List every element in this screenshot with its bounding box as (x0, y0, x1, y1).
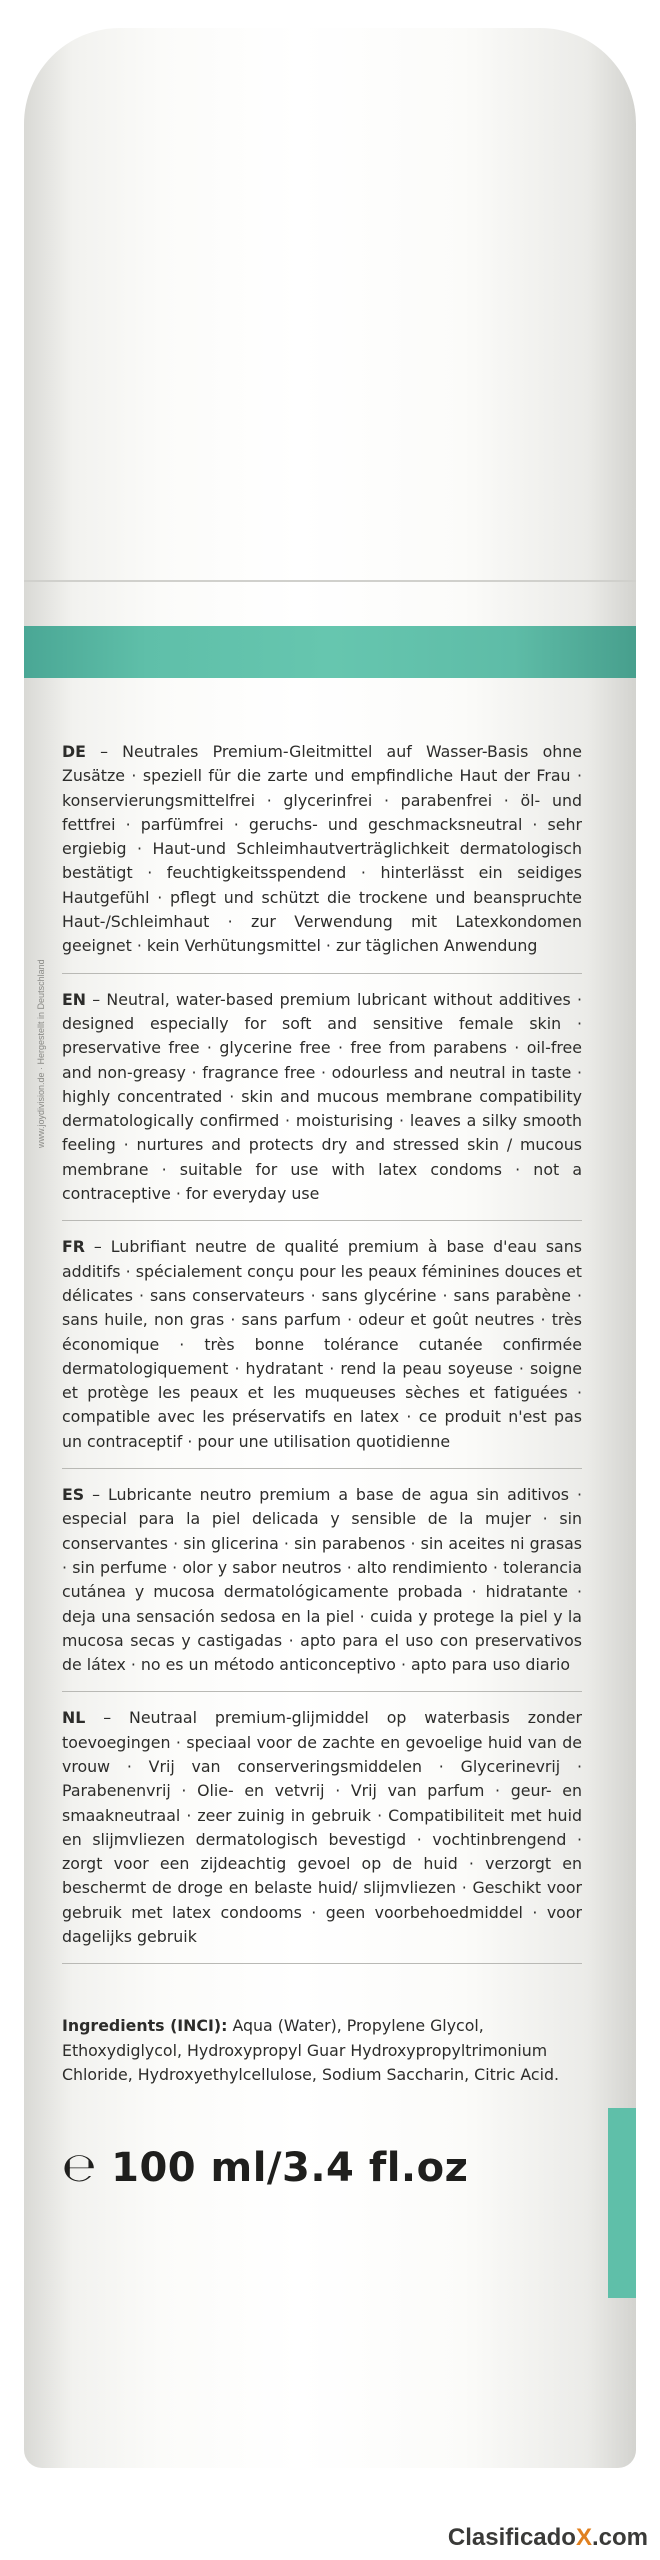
section-en: EN – Neutral, water-based premium lubricant without additives · designed especially for soft and sensitive female skin · preservative free · glycerine free · free from parabens · oil-free and non-greasy · fragrance free · odourless and neutral in taste · highly concentrated · skin and mucous membrane compatibility dermatologically confirmed · moisturising · leaves a silky smooth feeling · nurtures and protects dry and stressed skin / mucous membrane · suitable for use with latex condoms · not a contraceptive · for everyday use (62, 989, 582, 1204)
divider (62, 1220, 582, 1221)
ingredients-text: Aqua (Water), Propylene Glycol, Ethoxydiglycol, Hydroxypropyl Guar Hydroxypropyltrimonium Chloride, Hydroxyethylcellulose, Sodium Saccharin, Citric Acid. (62, 2016, 560, 2084)
volume-label: ℮ 100 ml/3.4 fl.oz (62, 2145, 469, 2192)
divider (62, 1691, 582, 1692)
section-text: Lubrifiant neutre de qualité premium à base d'eau sans additifs · spécialement conçu pour les peaux féminines douces et délicates · sans conservateurs · sans glycérine · sans parabène · sans huile, non gras · sans parfum · odeur et goût neutres · très économique · très bonne tolérance cutanée confirmée dermatologiquement · hydratant · rend la peau soyeuse · soigne et protège les peaux et les muqueuses sèches et fatiguées · compatible avec les préservatifs en latex · ce produit n'est pas un contraceptif · pour une utilisation quotidienne (62, 1237, 582, 1451)
language-code: DE (62, 742, 86, 761)
section-es: ES – Lubricante neutro premium a base de agua sin aditivos · especial para la piel delicada y sensible de la mujer · sin conservantes · sin glicerina · sin parabenos · sin aceites ni grasas · sin perfume · olor y sabor neutros · alto rendimiento · tolerancia cutánea y mucosa dermatológicamente probada · hidratante · deja una sensación sedosa en la piel · cuida y protege la piel y la mucosa secas y castigadas · apto para el uso con preservativos de látex · no es un método anticonceptivo · apto para uso diario (62, 1485, 582, 1675)
section-text: Lubricante neutro premium a base de agua sin aditivos · especial para la piel delicada y sensible de la mujer · sin conservantes · sin glicerina · sin parabenos · sin aceites ni grasas · sin perfume · olor y sabor neutros · alto rendimiento · tolerancia cutánea y mucosa dermatológicamente probada · hidratante · deja una sensación sedosa en la piel · cuida y protege la piel y la mucosa secas y castigadas · apto para el uso con preservativos de látex · no es un método anticonceptivo · apto para uso diario (62, 1485, 582, 1675)
site-watermark (448, 2524, 648, 2552)
divider (62, 973, 582, 974)
section-fr: FR – Lubrifiant neutre de qualité premium à base d'eau sans additifs · spécialement conçu pour les peaux féminines douces et délicates · sans conservateurs · sans glycérine · sans parabène · sans huile, non gras · sans parfum · odeur et goût neutres · très économique · très bonne tolérance cutanée confirmée dermatologiquement · hydratant · rend la peau soyeuse · soigne et protège les peaux et les muqueuses sèches et fatiguées · compatible avec les préservatifs en latex · ce produit n'est pas un contraceptif · pour une utilisation quotidienne (62, 1237, 582, 1451)
divider (62, 1963, 582, 1964)
language-code: FR (62, 1237, 85, 1257)
watermark-suffix: .com (591, 2524, 648, 2551)
ingredients-heading: Ingredients (INCI): (62, 2016, 228, 2036)
section-text: Neutral, water-based premium lubricant without additives · designed especially for soft and sensitive female skin · preservative free · glycerine free · free from parabens · oil-free and non-greasy · fragrance free · odourless and neutral in taste · highly concentrated · skin and mucous membrane compatibility dermatologically confirmed · moisturising · leaves a silky smooth feeling · nurtures and protects dry and stressed skin / mucous membrane · suitable for use with latex condoms · not a contraceptive · for everyday use (62, 989, 582, 1204)
language-code: EN (62, 989, 87, 1009)
watermark-highlight: X (575, 2524, 592, 2551)
cap-seam (24, 580, 636, 582)
side-accent-tab (608, 2108, 636, 2298)
product-label (62, 740, 582, 2191)
language-code: NL (62, 1708, 86, 1728)
watermark-prefix: Clasificado (447, 2524, 576, 2551)
section-de: DE – Neutrales Premium-Gleitmittel auf Wasser-Basis ohne Zusätze · speziell für die zarte und empfindliche Haut der Frau · konservierungsmittelfrei · glycerinfrei · parabenfrei · öl- und fettfrei · parfümfrei · geruchs- und geschmacksneutral · sehr ergiebig · Haut-und Schleimhautverträglichkeit dermatologisch bestätigt · feuchtigkeitsspendend · hinterlässt ein seidiges Hautgefühl · pflegt und schützt die trockene und beanspruchte Haut-/Schleimhaut · zur Verwendung mit Latexkondomen geeignet · kein Verhütungsmittel · zur täglichen Anwendung (62, 742, 582, 956)
accent-band (24, 626, 636, 678)
section-text: Neutrales Premium-Gleitmittel auf Wasser-Basis ohne Zusätze · speziell für die zarte und empfindliche Haut der Frau · konservierungsmittelfrei · glycerinfrei · parabenfrei · öl- und fettfrei · parfümfrei · geruchs- und geschmacksneutral · sehr ergiebig · Haut-und Schleimhautverträglichkeit dermatologisch bestätigt · feuchtigkeitsspendend · hinterlässt ein seidiges Hautgefühl · pflegt und schützt die trockene und beanspruchte Haut-/Schleimhaut · zur Verwendung mit Latexkondomen geeignet · kein Verhütungsmittel · zur täglichen Anwendung (62, 742, 582, 956)
bottle (24, 28, 636, 2468)
section-nl: NL – Neutraal premium-glijmiddel op waterbasis zonder toevoegingen · speciaal voor de zachte en gevoelige huid van de vrouw · Vrij van conserveringsmiddelen · Glycerinevrij · Parabenenvrij · Olie- en vetvrij · Vrij van parfum · geur- en smaakneutraal · zeer zuinig in gebruik · Compatibiliteit met huid en slijmvliezen dermatologisch bevestigd · vochtinbrengend · zorgt voor een zijdeachtig gevoel op de huid · verzorgt en beschermt de droge en belaste huid/ slijmvliezen · Geschikt voor gebruik met latex condooms · geen voorbehoedmiddel · voor dagelijks gebruik (62, 1708, 582, 1947)
section-text: Neutraal premium-glijmiddel op waterbasis zonder toevoegingen · speciaal voor de zachte en gevoelige huid van de vrouw · Vrij van conserveringsmiddelen · Glycerinevrij · Parabenenvrij · Olie- en vetvrij · Vrij van parfum · geur- en smaakneutraal · zeer zuinig in gebruik · Compatibiliteit met huid en slijmvliezen dermatologisch bevestigd · vochtinbrengend · zorgt voor een zijdeachtig gevoel op de huid · verzorgt en beschermt de droge en belaste huid/ slijmvliezen · Geschikt voor gebruik met latex condooms · geen voorbehoedmiddel · voor dagelijks gebruik (62, 1708, 582, 1947)
language-code: ES (62, 1485, 85, 1505)
ingredients (62, 2014, 582, 2087)
divider (62, 1468, 582, 1469)
side-print-text: www.joydivision.de · Hergestellt in Deutschland (36, 959, 46, 1148)
